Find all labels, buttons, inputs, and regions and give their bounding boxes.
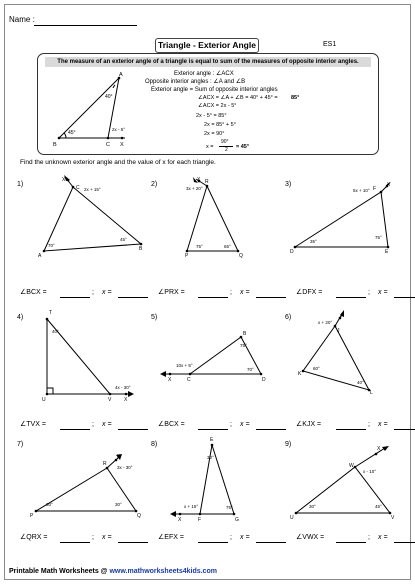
p1-i1: 70°: [48, 243, 55, 248]
x-answer-blank[interactable]: [118, 297, 148, 298]
answer-label: ∠TVX =: [20, 421, 46, 428]
p1-a: A: [38, 253, 42, 259]
rule-line-5: ∠ACX = 2x - 5°: [198, 103, 237, 109]
p7-i1: 30°: [46, 502, 53, 507]
answer-separator: ;: [368, 289, 370, 296]
answer-label: ∠BCX =: [20, 289, 47, 296]
fig-label-x: X: [120, 142, 124, 148]
frac-den: 2: [225, 147, 228, 153]
p2-r: R: [205, 179, 209, 185]
answer-separator: ;: [368, 534, 370, 541]
x-answer-blank[interactable]: [256, 542, 286, 543]
problem-4-number: 4): [17, 314, 24, 321]
x-label: x =: [240, 289, 250, 296]
p1-i2: 45°: [120, 237, 127, 242]
fig-angle-a: 40°: [105, 94, 113, 100]
angle-answer-blank[interactable]: [198, 429, 228, 430]
rule-final: = 45°: [236, 144, 250, 150]
instructions: Find the unknown exterior angle and the value of x for each triangle.: [20, 159, 216, 166]
answer-separator: ;: [230, 534, 232, 541]
x-label: x =: [378, 421, 388, 428]
x-label: x =: [102, 289, 112, 296]
p4-ext: 4x - 30°: [115, 385, 131, 390]
p5-x: X: [168, 377, 172, 383]
x-label: x =: [102, 534, 112, 541]
p7-q: Q: [137, 513, 141, 519]
problem-7-number: 7): [17, 441, 24, 448]
p8-i2: 75°: [226, 505, 233, 510]
x-label: x =: [378, 534, 388, 541]
footer-label: Printable Math Worksheets @: [9, 568, 108, 575]
fig-label-a: A: [119, 72, 123, 78]
problem-2-number: 2): [151, 181, 158, 188]
p4-x: X: [124, 397, 128, 403]
answer-separator: ;: [92, 534, 94, 541]
p3-i1: 35°: [310, 239, 317, 244]
p9-ext: x - 10°: [363, 469, 377, 474]
p3-e: E: [385, 249, 389, 255]
rule-line-3: Exterior angle = Sum of opposite interior angles: [151, 87, 278, 93]
x-answer-blank[interactable]: [118, 429, 148, 430]
rule-line-2: Opposite interior angles : ∠A and ∠B: [145, 79, 246, 85]
x-answer-blank[interactable]: [256, 297, 286, 298]
angle-answer-blank[interactable]: [336, 542, 366, 543]
worksheet-code: ES1: [323, 41, 337, 48]
rule-line-7: 2x = 85° + 5°: [204, 122, 236, 128]
angle-answer-blank[interactable]: [198, 297, 228, 298]
p2-i1: 75°: [196, 244, 203, 249]
answer-label: ∠BCX =: [158, 421, 185, 428]
rule-line-9: x =: [206, 144, 214, 150]
answer-label: ∠DFX =: [296, 289, 323, 296]
answer-label: ∠QRX =: [20, 534, 48, 541]
p2-x: X: [197, 177, 201, 183]
answer-separator: ;: [92, 289, 94, 296]
p1-x: X: [62, 177, 66, 183]
fig-label-c: C: [106, 142, 110, 148]
p6-l: L: [370, 390, 373, 396]
p3-i2: 75°: [375, 235, 382, 240]
p8-x: X: [178, 517, 182, 523]
p4-t: T: [49, 310, 53, 316]
answer-separator: ;: [92, 421, 94, 428]
p5-b: B: [243, 331, 247, 337]
angle-answer-blank[interactable]: [60, 297, 90, 298]
p2-ext: 3x + 20°: [186, 186, 203, 191]
p2-q: Q: [239, 253, 243, 259]
rule-line-6: 2x - 5° = 85°: [196, 113, 227, 119]
angle-answer-blank[interactable]: [336, 429, 366, 430]
x-label: x =: [240, 421, 250, 428]
fig-label-b: B: [53, 142, 57, 148]
p7-x: X: [117, 454, 121, 460]
p5-i2: 70°: [247, 367, 254, 372]
answer-separator: ;: [230, 289, 232, 296]
x-answer-blank[interactable]: [256, 429, 286, 430]
answer-label: ∠EFX =: [158, 534, 184, 541]
p6-x: X: [341, 313, 345, 319]
answer-separator: ;: [230, 421, 232, 428]
problem-6-number: 6): [285, 314, 292, 321]
p8-f: F: [198, 517, 202, 523]
answer-label: ∠VWX =: [296, 534, 325, 541]
answer-separator: ;: [368, 421, 370, 428]
problem-5-number: 5): [151, 314, 158, 321]
fig-ext: 2x - 5°: [112, 127, 126, 132]
p6-i2: 40°: [357, 380, 364, 385]
p7-p: P: [30, 513, 34, 519]
p7-ext: 3x - 30°: [117, 465, 133, 470]
rule-line-1: Exterior angle : ∠ACX: [174, 71, 234, 77]
x-answer-blank[interactable]: [394, 297, 415, 298]
p5-d: D: [262, 377, 266, 383]
p4-u: U: [42, 397, 46, 403]
footer: [9, 568, 217, 575]
p4-i1: 40°: [52, 329, 59, 334]
x-answer-blank[interactable]: [118, 542, 148, 543]
fig-angle-b: 45°: [68, 130, 76, 136]
p4-v: V: [108, 397, 112, 403]
p9-i2: 45°: [375, 504, 382, 509]
x-answer-blank[interactable]: [394, 542, 415, 543]
p3-d: D: [290, 249, 294, 255]
angle-answer-blank[interactable]: [336, 297, 366, 298]
p9-w: W: [349, 463, 354, 469]
p3-f: F: [373, 186, 377, 192]
rule-line-4: ∠ACX = ∠A + ∠B = 40° + 45° =: [198, 95, 278, 101]
p2-i2: 65°: [224, 244, 231, 249]
x-label: x =: [240, 534, 250, 541]
p9-i1: 30°: [309, 504, 316, 509]
p8-e: E: [210, 437, 214, 443]
p9-v: V: [391, 515, 395, 521]
worksheet-title: Triangle - Exterior Angle: [155, 38, 259, 53]
p6-ext: x + 20°: [318, 320, 333, 325]
rule-result: 85°: [291, 95, 300, 101]
name-label: Name :: [9, 15, 35, 24]
p8-i1: 30°: [207, 455, 214, 460]
p6-k: K: [298, 371, 302, 377]
rule-banner: The measure of an exterior angle of a triangle is equal to sum of the measures of opposite interior angles.: [45, 57, 371, 67]
p5-ext: 10x + 5°: [176, 363, 193, 368]
answer-label: ∠PRX =: [158, 289, 185, 296]
p1-b: B: [139, 246, 143, 252]
p8-ext: x + 15°: [184, 504, 199, 509]
p3-x: X: [387, 182, 391, 188]
problem-9-number: 9): [285, 441, 292, 448]
angle-answer-blank[interactable]: [198, 542, 228, 543]
rule-line-8: 2x = 90°: [204, 131, 225, 137]
p1-ext: 2x + 15°: [84, 187, 101, 192]
p6-i1: 60°: [313, 366, 320, 371]
p7-i2: 30°: [115, 502, 122, 507]
frac-num: 90°: [221, 139, 229, 145]
p9-x: X: [377, 446, 381, 452]
answer-label: ∠KJX =: [296, 421, 322, 428]
p6-j: J: [337, 328, 340, 334]
p3-ext: 5x + 10°: [353, 188, 370, 193]
p5-c: C: [187, 377, 191, 383]
p9-u: U: [290, 515, 294, 521]
p8-g: G: [235, 517, 239, 523]
problem-3-number: 3): [285, 181, 292, 188]
angle-answer-blank[interactable]: [60, 542, 90, 543]
p1-c: C: [76, 185, 80, 191]
p2-p: P: [185, 253, 189, 259]
footer-site[interactable]: www.mathworksheets4kids.com: [109, 568, 217, 575]
p5-i1: 75°: [240, 343, 247, 348]
p7-r: R: [103, 461, 107, 467]
problem-1-number: 1): [17, 181, 24, 188]
x-label: x =: [378, 289, 388, 296]
problem-8-number: 8): [151, 441, 158, 448]
x-label: x =: [102, 421, 112, 428]
x-answer-blank[interactable]: [394, 429, 415, 430]
angle-answer-blank[interactable]: [60, 429, 90, 430]
